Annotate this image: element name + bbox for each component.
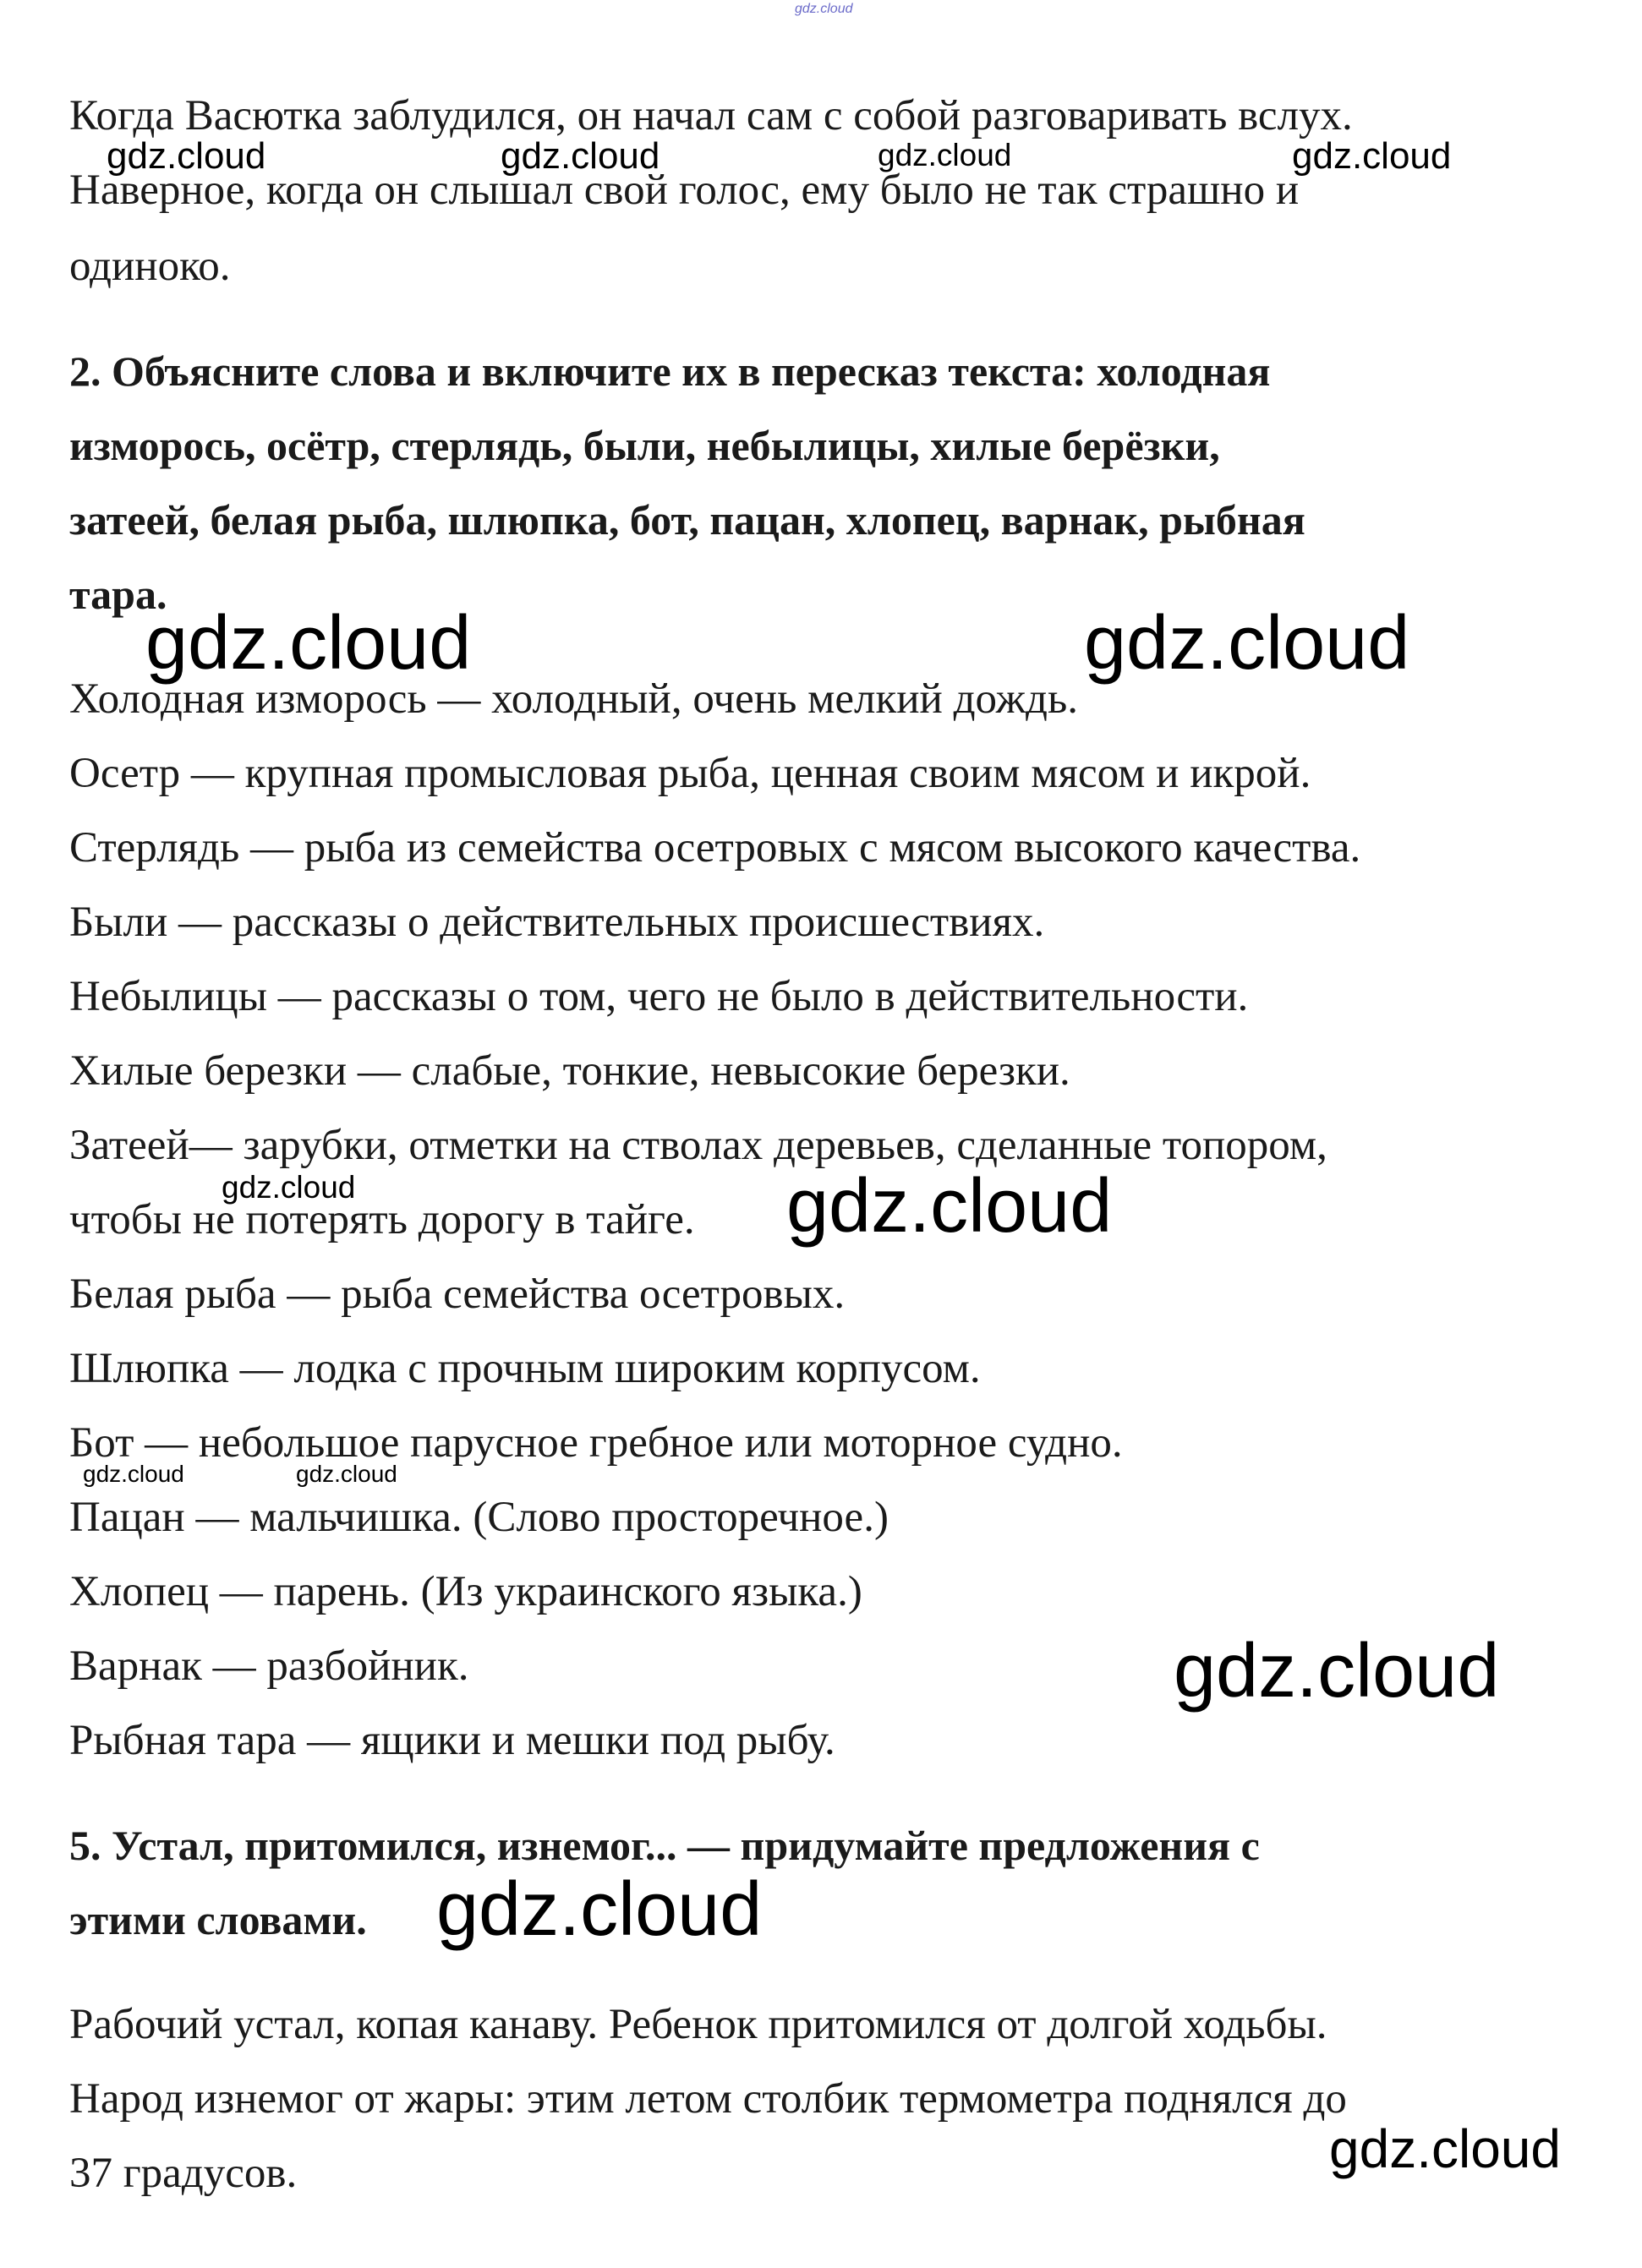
definition-line: чтобы не потерять дорогу в тайге. [69, 1196, 695, 1243]
watermark: gdz.cloud [222, 1170, 356, 1205]
task5-heading-line-2: этими словами. [69, 1896, 367, 1943]
definition-line: Затеей— зарубки, отметки на стволах деревьев, сделанные топором, [69, 1122, 1327, 1169]
task2-heading-line-2: изморось, осётр, стерлядь, были, небылицы, хилые берёзки, [69, 422, 1220, 469]
watermark: gdz.cloud [786, 1164, 1113, 1249]
watermark: gdz.cloud [1084, 601, 1410, 686]
watermark: gdz.cloud [436, 1867, 763, 1952]
definition-line: Хлопец — парень. (Из украинского языка.) [69, 1568, 862, 1615]
definition-line: Белая рыба — рыба семейства осетровых. [69, 1271, 846, 1318]
watermark: gdz.cloud [501, 135, 660, 177]
watermark: gdz.cloud [296, 1461, 397, 1487]
definition-line: Варнак — разбойник. [69, 1642, 469, 1690]
definition-line: Были — рассказы о действительных происшествиях. [69, 899, 1045, 946]
definition-line: Шлюпка — лодка с прочным широким корпусом. [69, 1345, 981, 1392]
watermark: gdz.cloud [83, 1461, 184, 1487]
intro-line-2: Наверное, когда он слышал свой голос, ему было не так страшно и [69, 167, 1300, 214]
definition-line: Холодная изморось — холодный, очень мелкий дождь. [69, 675, 1078, 723]
definition-line: Стерлядь — рыба из семейства осетровых с мясом высокого качества. [69, 824, 1361, 872]
task5-answer-line-1: Рабочий устал, копая канаву. Ребенок притомился от долгой ходьбы. [69, 2001, 1327, 2048]
task5-heading-line-1: 5. Устал, притомился, изнемог... — придумайте предложения с [69, 1822, 1260, 1869]
watermark: gdz.cloud [1174, 1629, 1500, 1713]
top-watermark: gdz.cloud [795, 2, 853, 16]
intro-line-3: одиноко. [69, 243, 231, 290]
definition-line: Небылицы — рассказы о том, чего не было в действительности. [69, 973, 1249, 1020]
watermark: gdz.cloud [878, 138, 1012, 172]
definition-line: Хилые березки — слабые, тонкие, невысокие березки. [69, 1047, 1070, 1095]
definition-line: Пацан — мальчишка. (Слово просторечное.) [69, 1494, 889, 1541]
intro-line-1: Когда Васютка заблудился, он начал сам с собой разговаривать вслух. [69, 92, 1353, 139]
watermark: gdz.cloud [145, 601, 472, 686]
definition-line: Рыбная тара — ящики и мешки под рыбу. [69, 1717, 835, 1764]
watermark: gdz.cloud [1292, 135, 1452, 177]
task5-answer-line-2: Народ изнемог от жары: этим летом столбик термометра поднялся до [69, 2075, 1347, 2123]
task2-heading-line-4: тара. [69, 571, 167, 618]
task2-heading-line-1: 2. Объясните слова и включите их в пересказ текста: холодная [69, 347, 1271, 395]
watermark: gdz.cloud [107, 135, 266, 177]
definition-line: Бот — небольшое парусное гребное или моторное судно. [69, 1419, 1123, 1467]
definition-line: Осетр — крупная промысловая рыба, ценная своим мясом и икрой. [69, 750, 1311, 797]
watermark: gdz.cloud [1329, 2118, 1561, 2179]
task2-heading-line-3: затеей, белая рыба, шлюпка, бот, пацан, хлопец, варнак, рыбная [69, 496, 1305, 544]
task5-answer-line-3: 37 градусов. [69, 2150, 298, 2197]
